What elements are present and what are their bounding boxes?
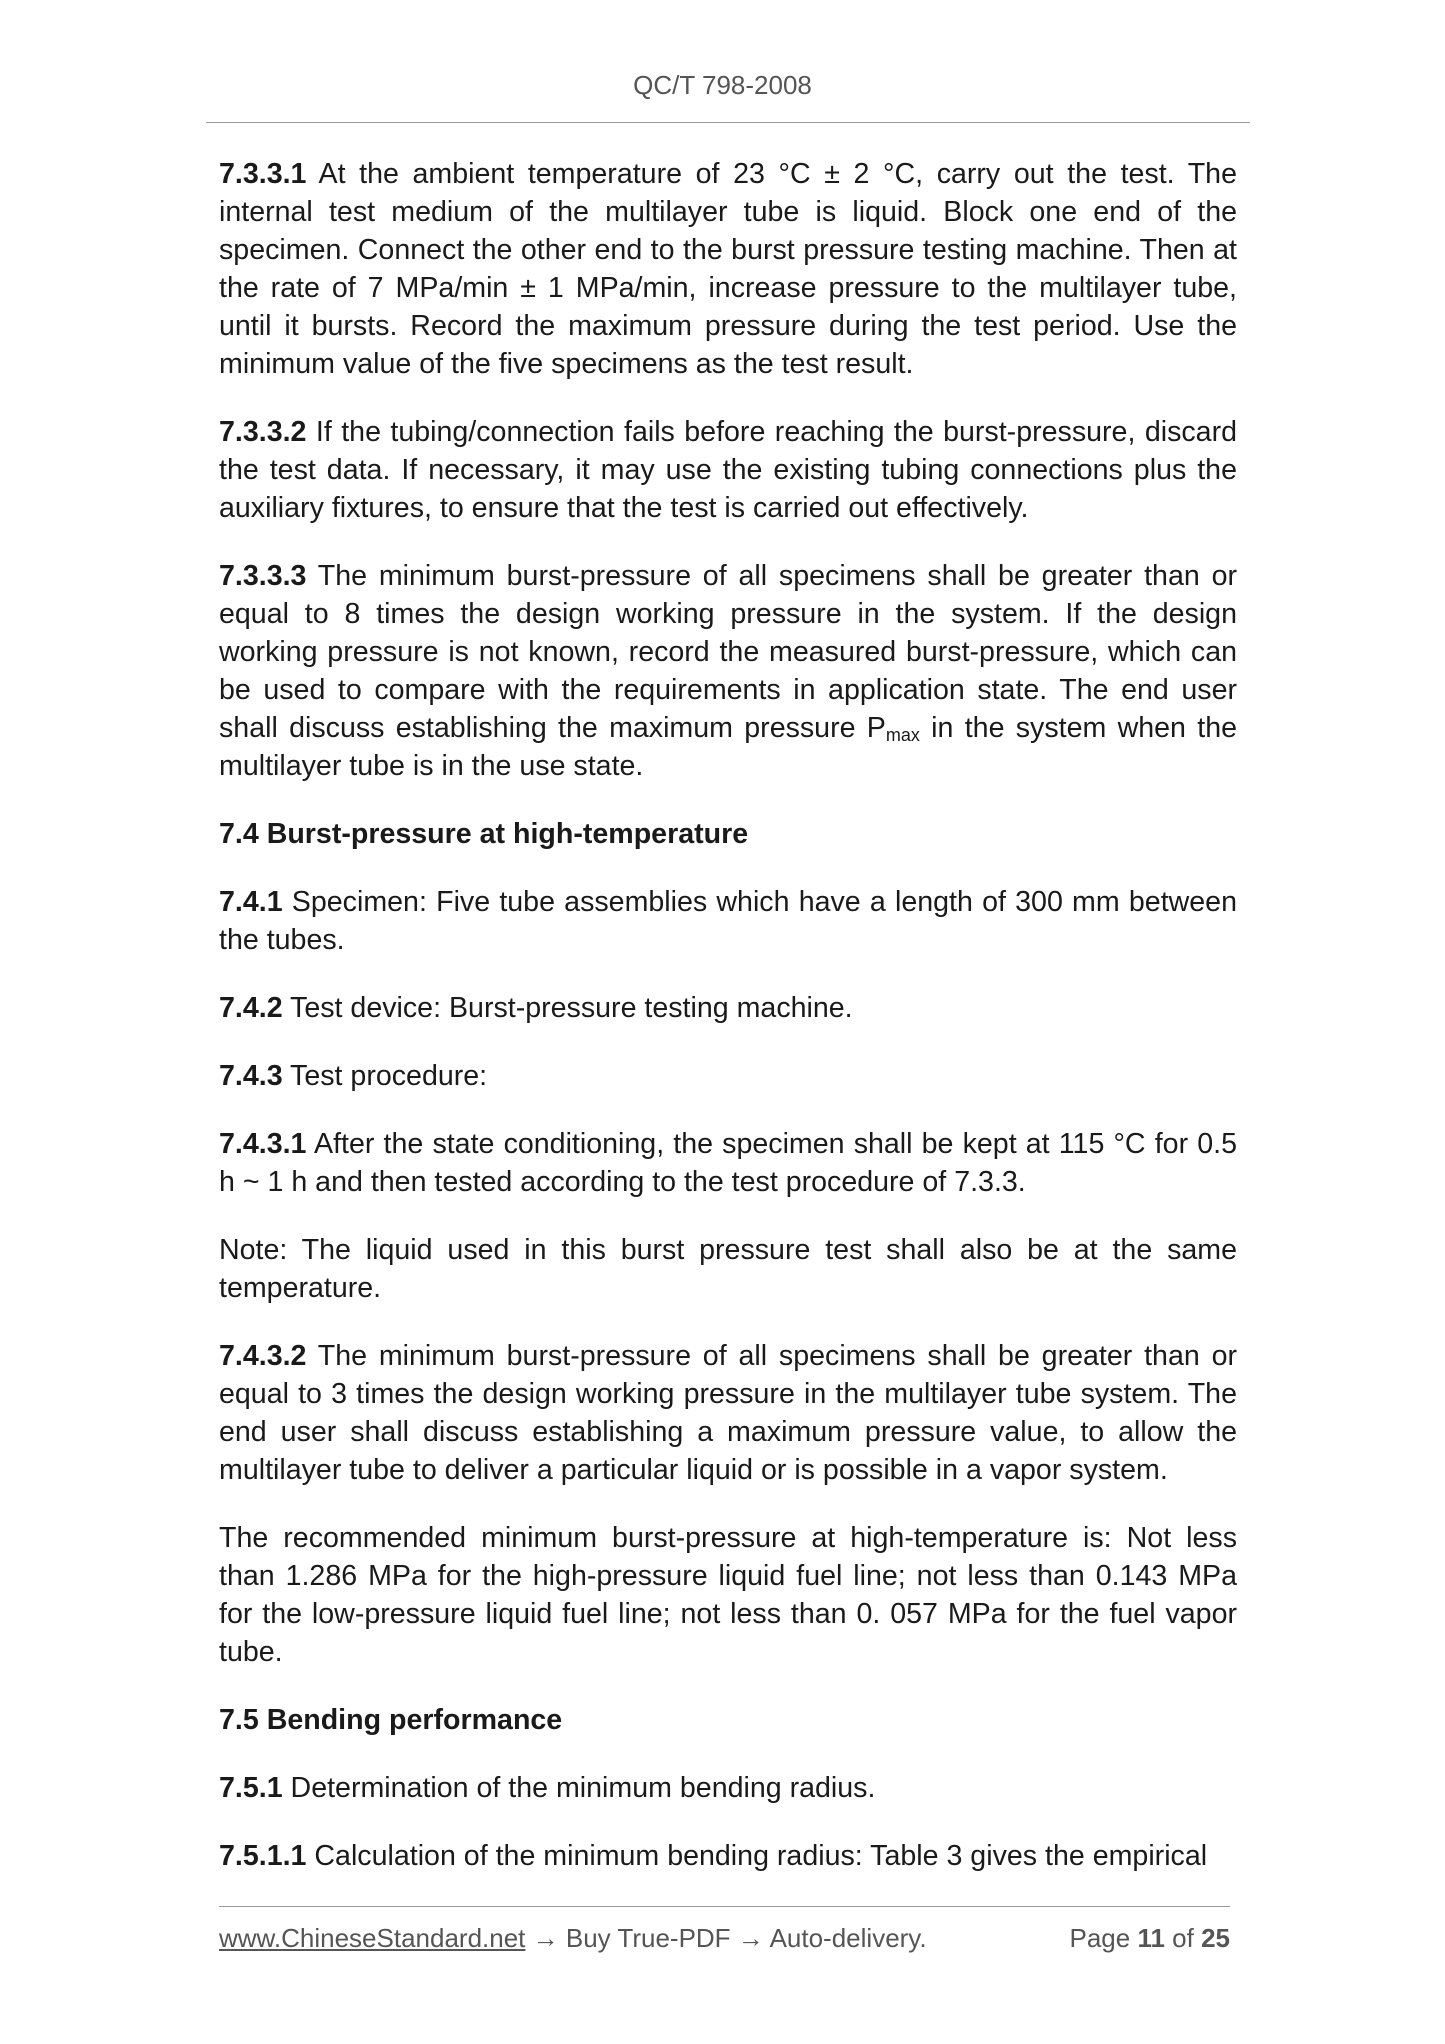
website-link[interactable]: www.ChineseStandard.net <box>219 1923 526 1953</box>
clause-number: 7.3.3.1 <box>219 158 307 190</box>
clause-number: 7.4.3.2 <box>219 1340 307 1372</box>
clause-number: 7.4.3.1 <box>219 1128 307 1160</box>
clause-number: 7.4.2 <box>219 992 283 1024</box>
clause-number: 7.4.1 <box>219 886 283 918</box>
paragraph-7-3-3-1 <box>219 155 1237 383</box>
footer-divider <box>219 1906 1230 1907</box>
paragraph-text: Specimen: Five tube assemblies which have a length of 300 mm between the tubes. <box>219 886 1237 956</box>
section-heading-7-4: 7.4 Burst-pressure at high-temperature <box>219 818 749 850</box>
of-label: of <box>1164 1923 1202 1953</box>
paragraph-7-3-3-2 <box>219 413 1237 527</box>
clause-number: 7.5.1.1 <box>219 1840 307 1872</box>
paragraph-text: At the ambient temperature of 23 °C ± 2 °C, carry out the test. The internal test medium of the multilayer tube is liquid. Block one end of the specimen. Connect the other end to the burst pressure testing machine. Then at the rate of 7 MPa/min ± 1 MPa/min, increase pressure to the multilayer tube, until it bursts. Record the maximum pressure during the test period. Use the minimum value of the five specimens as the test result. <box>219 158 1237 380</box>
paragraph-text: Test device: Burst-pressure testing machine. <box>282 992 853 1024</box>
paragraph-7-5-1-1 <box>219 1837 1237 1875</box>
paragraph-7-3-3-3 <box>219 557 1237 785</box>
section-heading-7-5: 7.5 Bending performance <box>219 1704 563 1736</box>
paragraph-7-4-1 <box>219 883 1237 959</box>
clause-number: 7.5.1 <box>219 1772 283 1804</box>
paragraph-text: Calculation of the minimum bending radius: Table 3 gives the empirical <box>306 1840 1208 1872</box>
header-divider <box>206 122 1250 123</box>
page-body <box>219 155 1237 1905</box>
subscript-max: max <box>885 725 920 745</box>
paragraph-7-4-2 <box>219 989 1237 1027</box>
page-total: 25 <box>1201 1923 1230 1953</box>
note-paragraph: Note: The liquid used in this burst pressure test shall also be at the same temperature. <box>219 1234 1237 1304</box>
clause-number: 7.3.3.3 <box>219 560 307 592</box>
document-code-header: QC/T 798-2008 <box>633 70 812 100</box>
paragraph-text: in the system when the multilayer tube is in the use state. <box>219 712 1237 782</box>
paragraph-text: Determination of the minimum bending radius. <box>282 1772 876 1804</box>
paragraph-7-4-3 <box>219 1057 1237 1095</box>
paragraph-text: If the tubing/connection fails before reaching the burst-pressure, discard the test data. If necessary, it may use the existing tubing connections plus the auxiliary fixtures, to ensure that the test is carried out effectively. <box>219 416 1237 524</box>
page-label: Page <box>1069 1923 1138 1953</box>
page-indicator <box>1069 1923 1230 1954</box>
paragraph-text: Test procedure: <box>282 1060 488 1092</box>
paragraph-7-5-1 <box>219 1769 1237 1807</box>
footer-promo <box>219 1923 927 1954</box>
recommended-values-paragraph: The recommended minimum burst-pressure at high-temperature is: Not less than 1.286 MPa for the high-pressure liquid fuel line; not less than 0.143 MPa for the low-pressure liquid fuel line; not less than 0. 057 MPa for the fuel vapor tube. <box>219 1522 1237 1668</box>
paragraph-7-4-3-1 <box>219 1125 1237 1201</box>
paragraph-7-4-3-2 <box>219 1337 1237 1489</box>
paragraph-text: The minimum burst-pressure of all specimens shall be greater than or equal to 8 times the design working pressure in the system. If the design working pressure is not known, record the measured burst-pressure, which can be used to compare with the requirements in application state. The end user shall discuss establishing the maximum pressure P <box>219 560 1237 744</box>
paragraph-text: After the state conditioning, the specimen shall be kept at 115 °C for 0.5 h ~ 1 h and then tested according to the test procedure of 7.3.3. <box>219 1128 1237 1198</box>
footer-promo-text: → Buy True-PDF → Auto-delivery. <box>525 1923 927 1953</box>
page-number: 11 <box>1137 1923 1165 1953</box>
clause-number: 7.4.3 <box>219 1060 283 1092</box>
clause-number: 7.3.3.2 <box>219 416 307 448</box>
paragraph-text: The minimum burst-pressure of all specimens shall be greater than or equal to 3 times the design working pressure in the multilayer tube system. The end user shall discuss establishing a maximum pressure value, to allow the multilayer tube to deliver a particular liquid or is possible in a vapor system. <box>219 1340 1237 1486</box>
